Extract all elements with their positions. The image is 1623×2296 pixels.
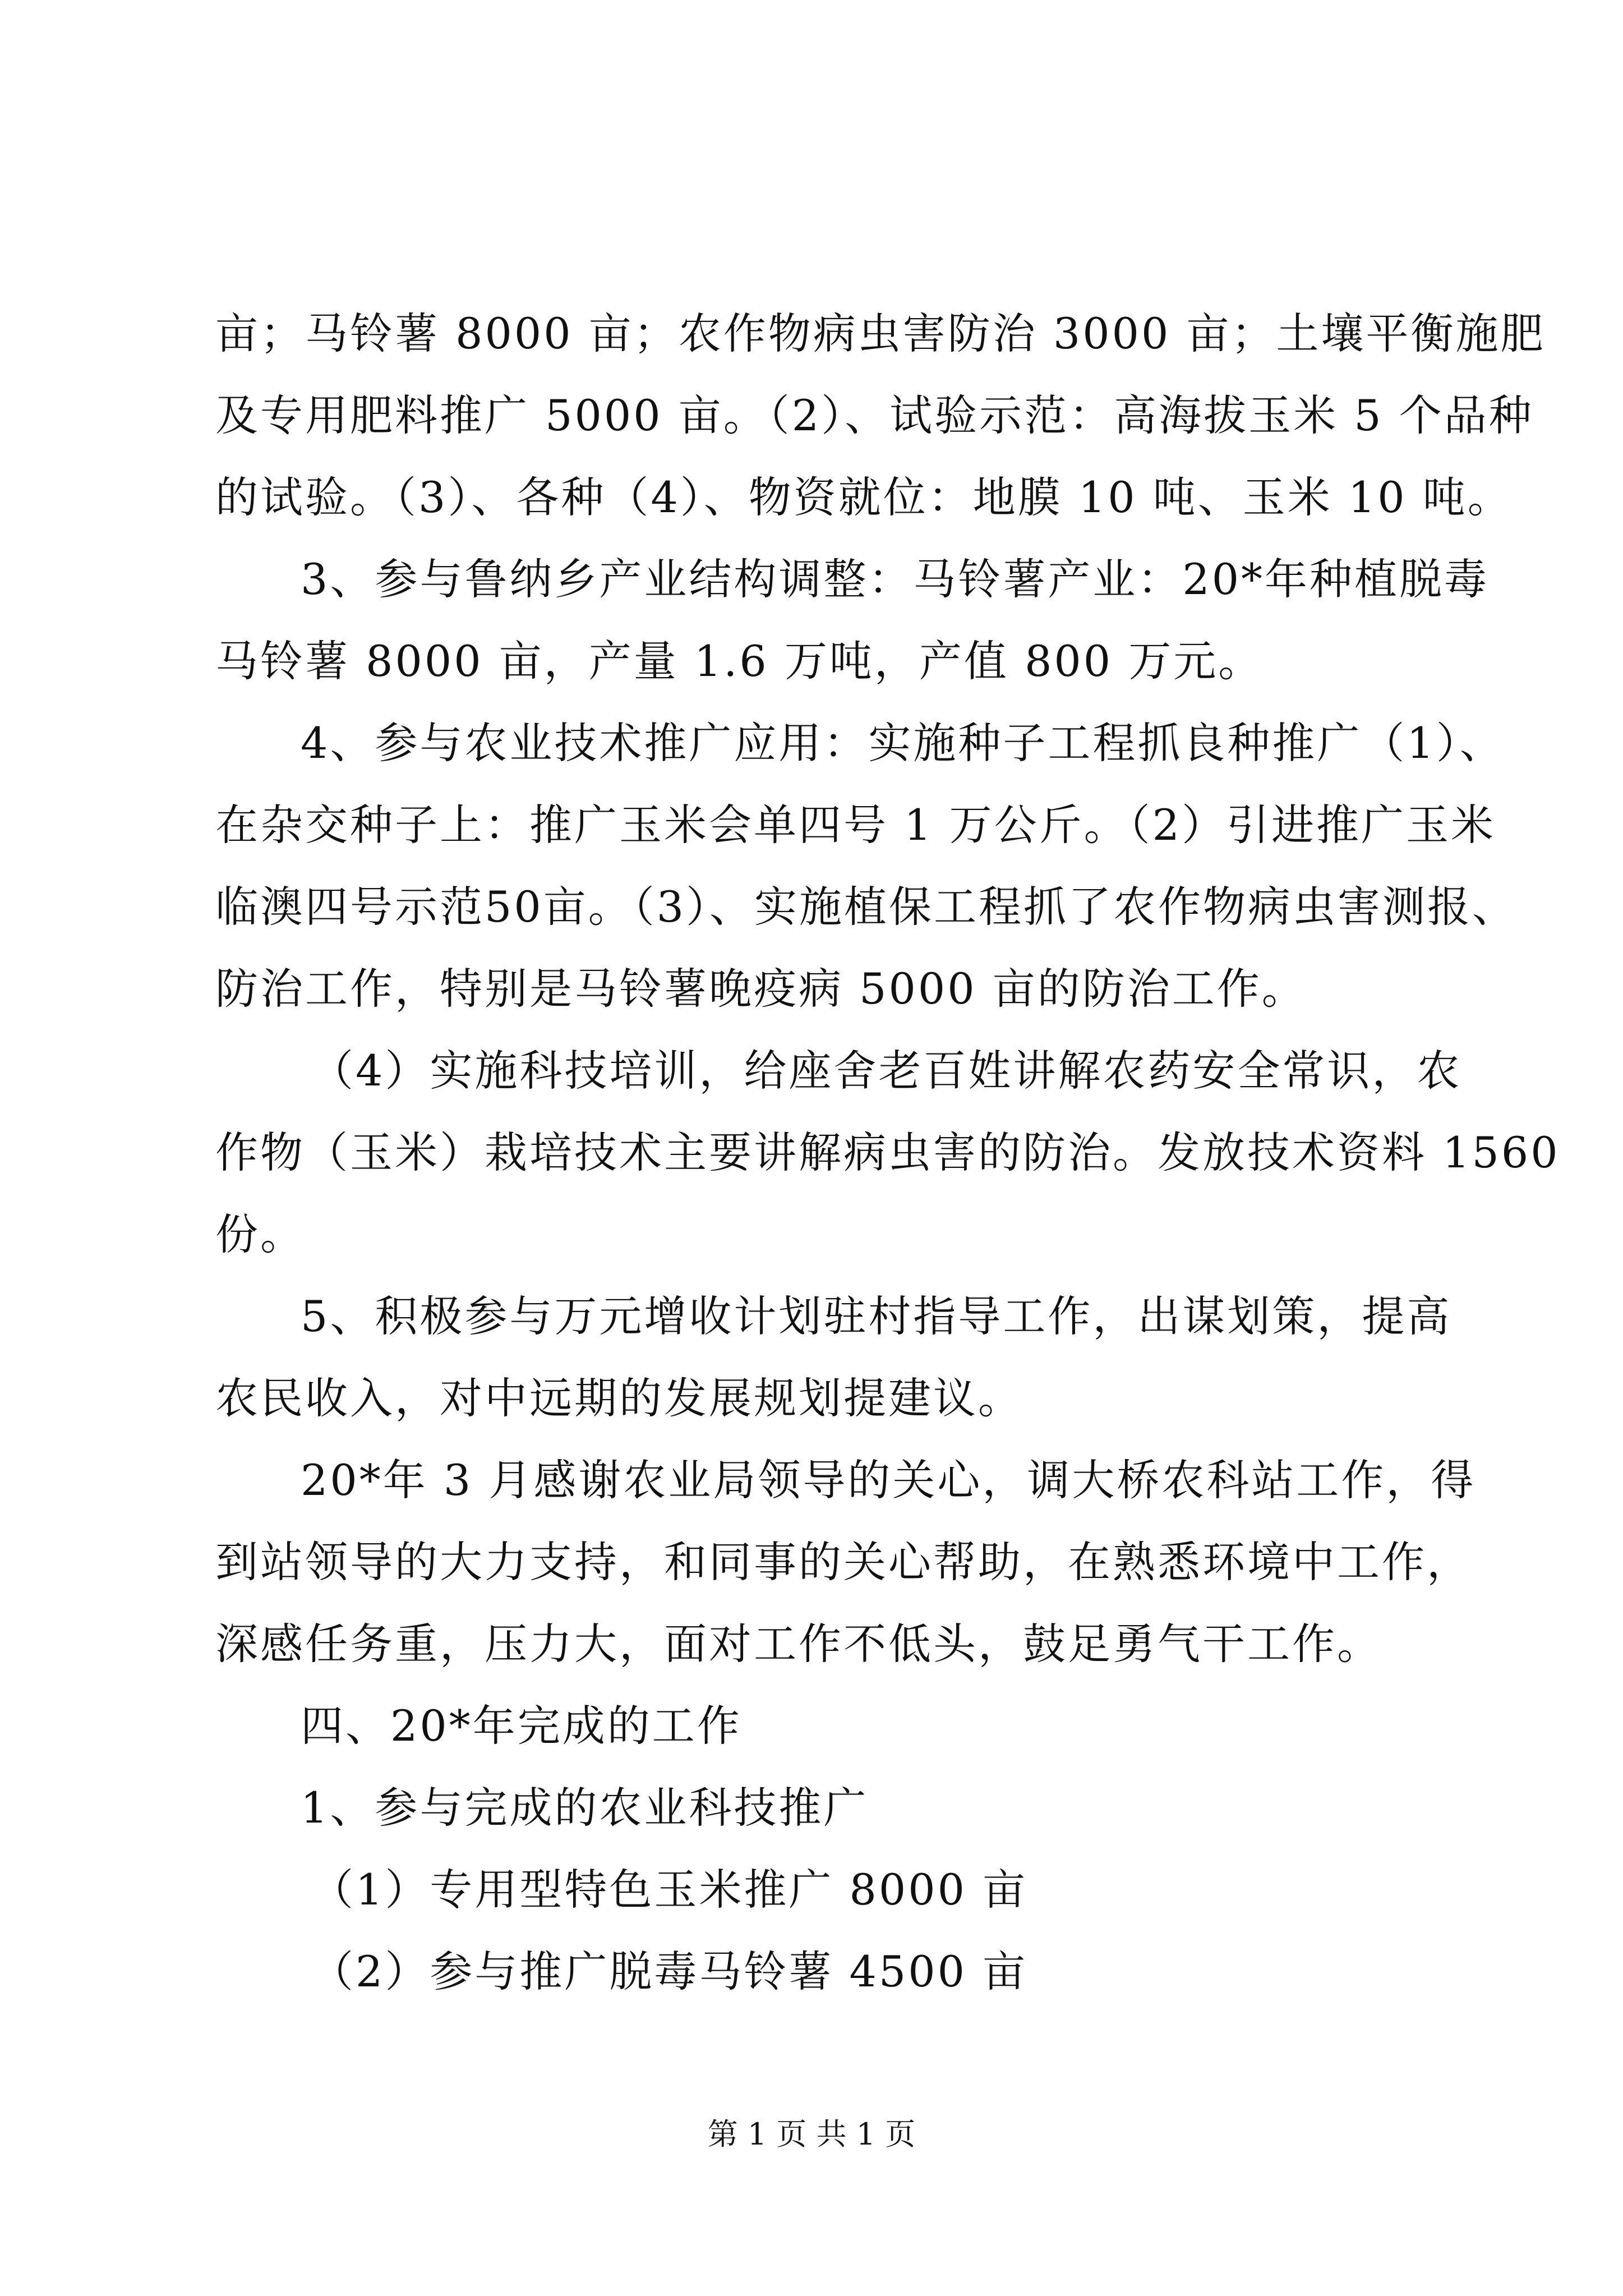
text-line-13: 5、积极参与万元增收计划驻村指导工作，出谋划策，提高: [301, 1291, 1452, 1341]
text-line-3: 的试验。（3）、各种（4）、物资就位：地膜 10 吨、玉米 10 吨。: [215, 472, 1513, 522]
text-line-9: 防治工作，特别是马铃薯晚疫病 5000 亩的防治工作。: [215, 964, 1307, 1014]
text-line-7: 在杂交种子上：推广玉米会单四号 1 万公斤。（2）引进推广玉米: [215, 800, 1496, 850]
page-number-footer: 第 1 页 共 1 页: [707, 2116, 916, 2152]
list-item: （1）专用型特色玉米推广 8000 亩: [311, 1865, 1028, 1915]
text-line-1: 亩；马铃薯 8000 亩；农作物病虫害防治 3000 亩；土壤平衡施肥: [215, 309, 1546, 358]
text-line-11: 作物（玉米）栽培技术主要讲解病虫害的防治。发放技术资料 1560: [215, 1128, 1560, 1177]
text-line-8: 临澳四号示范50亩。（3）、实施植保工程抓了农作物病虫害测报、: [215, 882, 1518, 932]
text-line-10: （4）实施科技培训，给座舍老百姓讲解农药安全常识，农: [311, 1046, 1462, 1096]
subsection-heading: 1、参与完成的农业科技推广: [301, 1783, 869, 1833]
text-line-4: 3、参与鲁纳乡产业结构调整：马铃薯产业：20*年种植脱毒: [301, 554, 1490, 604]
section-heading: 四、20*年完成的工作: [301, 1701, 742, 1751]
text-line-17: 深感任务重，压力大，面对工作不低头，鼓足勇气干工作。: [215, 1619, 1382, 1669]
text-line-16: 到站领导的大力支持，和同事的关心帮助，在熟悉环境中工作，: [215, 1537, 1472, 1587]
text-line-5: 马铃薯 8000 亩，产量 1.6 万吨，产值 800 万元。: [215, 636, 1264, 686]
text-line-12: 份。: [215, 1209, 305, 1259]
list-item: （2）参与推广脱毒马铃薯 4500 亩: [311, 1947, 1028, 1996]
text-line-15: 20*年 3 月感谢农业局领导的关心，调大桥农科站工作，得: [301, 1455, 1476, 1505]
text-line-2: 及专用肥料推广 5000 亩。（2）、试验示范：高海拔玉米 5 个品种: [215, 390, 1534, 440]
text-line-14: 农民收入，对中远期的发展规划提建议。: [215, 1373, 1023, 1423]
text-line-6: 4、参与农业技术推广应用：实施种子工程抓良种推广（1）、: [301, 718, 1505, 768]
